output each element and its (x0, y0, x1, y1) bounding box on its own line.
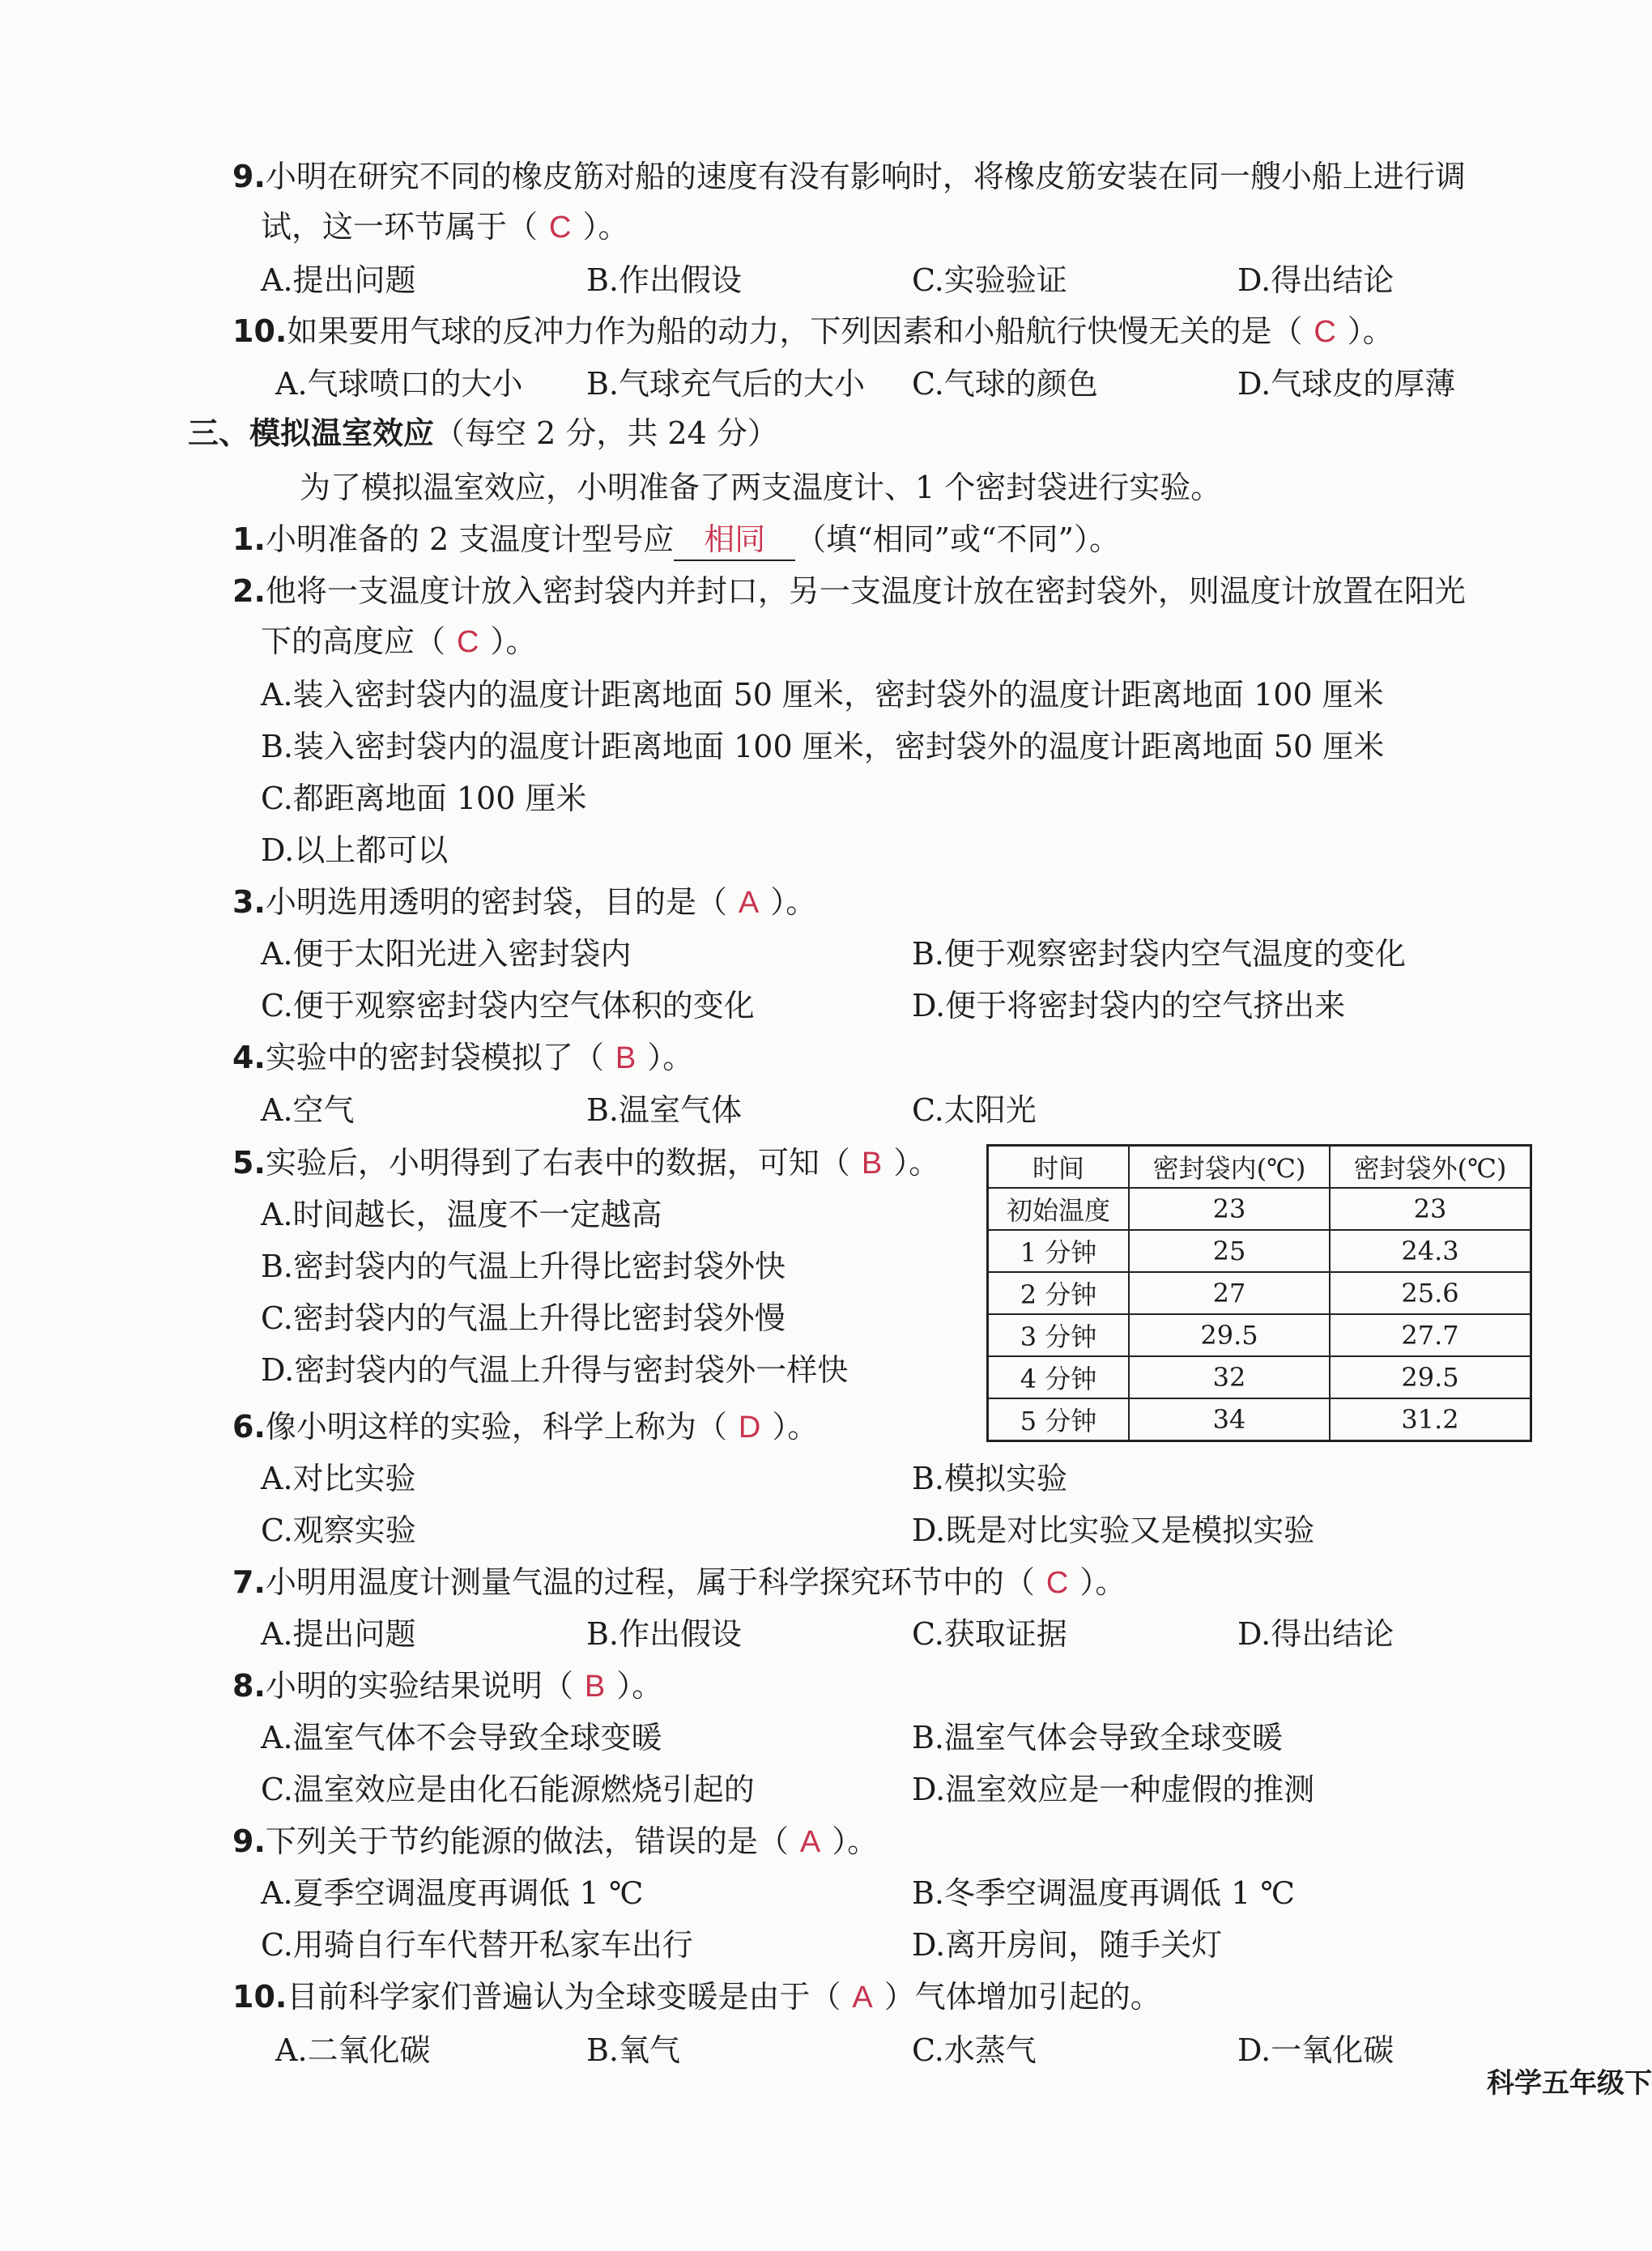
answer-mark: 相同 (704, 523, 766, 557)
answer-mark: A (852, 1981, 873, 2015)
s3-question-10: 10.目前科学家们普遍认为全球变暖是由于（ A ）气体增加引起的。 (232, 1979, 1161, 2015)
option: D.既是对比实验又是模拟实验 (912, 1513, 1315, 1548)
option: A.夏季空调温度再调低 1 ℃ (261, 1875, 644, 1911)
option: A.二氧化碳 (275, 2032, 431, 2068)
s3-question-4: 4.实验中的密封袋模拟了（ B ）。 (232, 1040, 694, 1075)
option: B.温室气体会导致全球变暖 (912, 1720, 1284, 1755)
s3-question-7: 7.小明用温度计测量气温的过程，属于科学探究环节中的（ C ）。 (232, 1564, 1126, 1600)
table-header: 时间 (988, 1146, 1130, 1189)
option: B.密封袋内的气温上升得比密封袋外快 (261, 1249, 786, 1284)
option: C.水蒸气 (912, 2032, 1037, 2068)
s3-question-5: 5.实验后，小明得到了右表中的数据，可知（ B ）。 (232, 1145, 940, 1181)
option: A.对比实验 (261, 1461, 416, 1496)
temperature-table (986, 1144, 1532, 1442)
answer-mark: D (738, 1411, 761, 1445)
option: D.便于将密封袋内的空气挤出来 (912, 988, 1346, 1023)
option: B.氧气 (586, 2032, 681, 2068)
option: B.作出假设 (586, 1616, 743, 1652)
option: A.气球喷口的大小 (275, 366, 523, 402)
s3-question-2-line2: 下的高度应（ C ）。 (261, 623, 537, 659)
s3-question-2-line1: 2.他将一支温度计放入密封袋内并封口，另一支温度计放在密封袋外，则温度计放置在阳光 (232, 573, 1466, 609)
option: A.温室气体不会导致全球变暖 (261, 1720, 662, 1755)
option: D.得出结论 (1237, 262, 1394, 298)
question-10: 10.如果要用气球的反冲力作为船的动力，下列因素和小船航行快慢无关的是（ C ）。 (232, 313, 1394, 349)
option: D.密封袋内的气温上升得与密封袋外一样快 (261, 1352, 849, 1388)
table-header: 密封袋内(℃) (1129, 1146, 1330, 1189)
answer-mark: C (549, 211, 572, 245)
option: B.作出假设 (586, 262, 743, 298)
option: A.提出问题 (261, 262, 416, 298)
option: D.温室效应是一种虚假的推测 (912, 1772, 1315, 1807)
table-row: 初始温度 23 23 (988, 1188, 1531, 1230)
option: D.一氧化碳 (1237, 2032, 1394, 2068)
option: B.气球充气后的大小 (586, 366, 866, 402)
answer-mark: A (799, 1825, 821, 1859)
answer-mark: B (584, 1670, 606, 1704)
answer-mark: C (1045, 1566, 1069, 1600)
answer-mark: C (1314, 315, 1336, 349)
option: C.观察实验 (261, 1513, 416, 1548)
answer-mark: B (861, 1147, 883, 1181)
option: B.便于观察密封袋内空气温度的变化 (912, 936, 1407, 972)
option: C.气球的颜色 (912, 366, 1098, 402)
option: C.便于观察密封袋内空气体积的变化 (261, 988, 755, 1023)
section-3-heading: 三、模拟温室效应（每空 2 分，共 24 分） (188, 415, 778, 451)
table-row: 3 分钟 29.5 27.7 (988, 1314, 1531, 1356)
option: B.装入密封袋内的温度计距离地面 100 厘米，密封袋外的温度计距离地面 50 厘米 (261, 729, 1385, 764)
s3-question-1: 1.小明准备的 2 支温度计型号应 相同 （填“相同”或“不同”）。 (232, 517, 1120, 562)
option: B.冬季空调温度再调低 1 ℃ (912, 1875, 1295, 1911)
option: A.提出问题 (261, 1616, 416, 1652)
table-header-row (988, 1146, 1531, 1189)
option: A.装入密封袋内的温度计距离地面 50 厘米，密封袋外的温度计距离地面 100 厘米 (261, 677, 1384, 713)
table-row: 5 分钟 34 31.2 (988, 1398, 1531, 1441)
option: A.时间越长，温度不一定越高 (261, 1197, 662, 1232)
question-9-line2: 试，这一环节属于（ C ）。 (261, 209, 629, 245)
option: C.实验验证 (912, 262, 1067, 298)
answer-mark: B (615, 1041, 637, 1075)
s3-question-6: 6.像小明这样的实验，科学上称为（ D ）。 (232, 1409, 819, 1445)
option: C.获取证据 (912, 1616, 1067, 1652)
s3-question-3: 3.小明选用透明的密封袋，目的是（ A ）。 (232, 884, 817, 920)
page-footer: 科学五年级下 (1487, 2067, 1652, 2100)
option: C.用骑自行车代替开私家车出行 (261, 1927, 693, 1963)
option: B.温室气体 (586, 1092, 743, 1128)
s3-question-8: 8.小明的实验结果说明（ B ）。 (232, 1668, 663, 1704)
option: D.离开房间，随手关灯 (912, 1927, 1223, 1963)
option: B.模拟实验 (912, 1461, 1068, 1496)
option: C.密封袋内的气温上升得比密封袋外慢 (261, 1300, 786, 1336)
table-row: 2 分钟 27 25.6 (988, 1272, 1531, 1314)
answer-mark: C (457, 625, 479, 659)
option: C.温室效应是由化石能源燃烧引起的 (261, 1772, 755, 1807)
table-row: 1 分钟 25 24.3 (988, 1230, 1531, 1272)
table-row: 4 分钟 32 29.5 (988, 1356, 1531, 1398)
option: D.得出结论 (1237, 1616, 1394, 1652)
question-number: 9. (232, 159, 266, 194)
option: C.太阳光 (912, 1092, 1037, 1128)
s3-question-9: 9.下列关于节约能源的做法，错误的是（ A ）。 (232, 1823, 879, 1859)
option: A.便于太阳光进入密封袋内 (261, 936, 632, 972)
option: C.都距离地面 100 厘米 (261, 781, 587, 816)
answer-mark: A (738, 886, 760, 920)
table-header: 密封袋外(℃) (1330, 1146, 1531, 1189)
option: D.以上都可以 (261, 832, 449, 868)
option: A.空气 (261, 1092, 355, 1128)
option: D.气球皮的厚薄 (1237, 366, 1456, 402)
section-3-intro: 为了模拟温室效应，小明准备了两支温度计、1 个密封袋进行实验。 (300, 470, 1222, 505)
question-9-line1: 9.小明在研究不同的橡皮筋对船的速度有没有影响时，将橡皮筋安装在同一艘小船上进行调 (232, 159, 1466, 194)
